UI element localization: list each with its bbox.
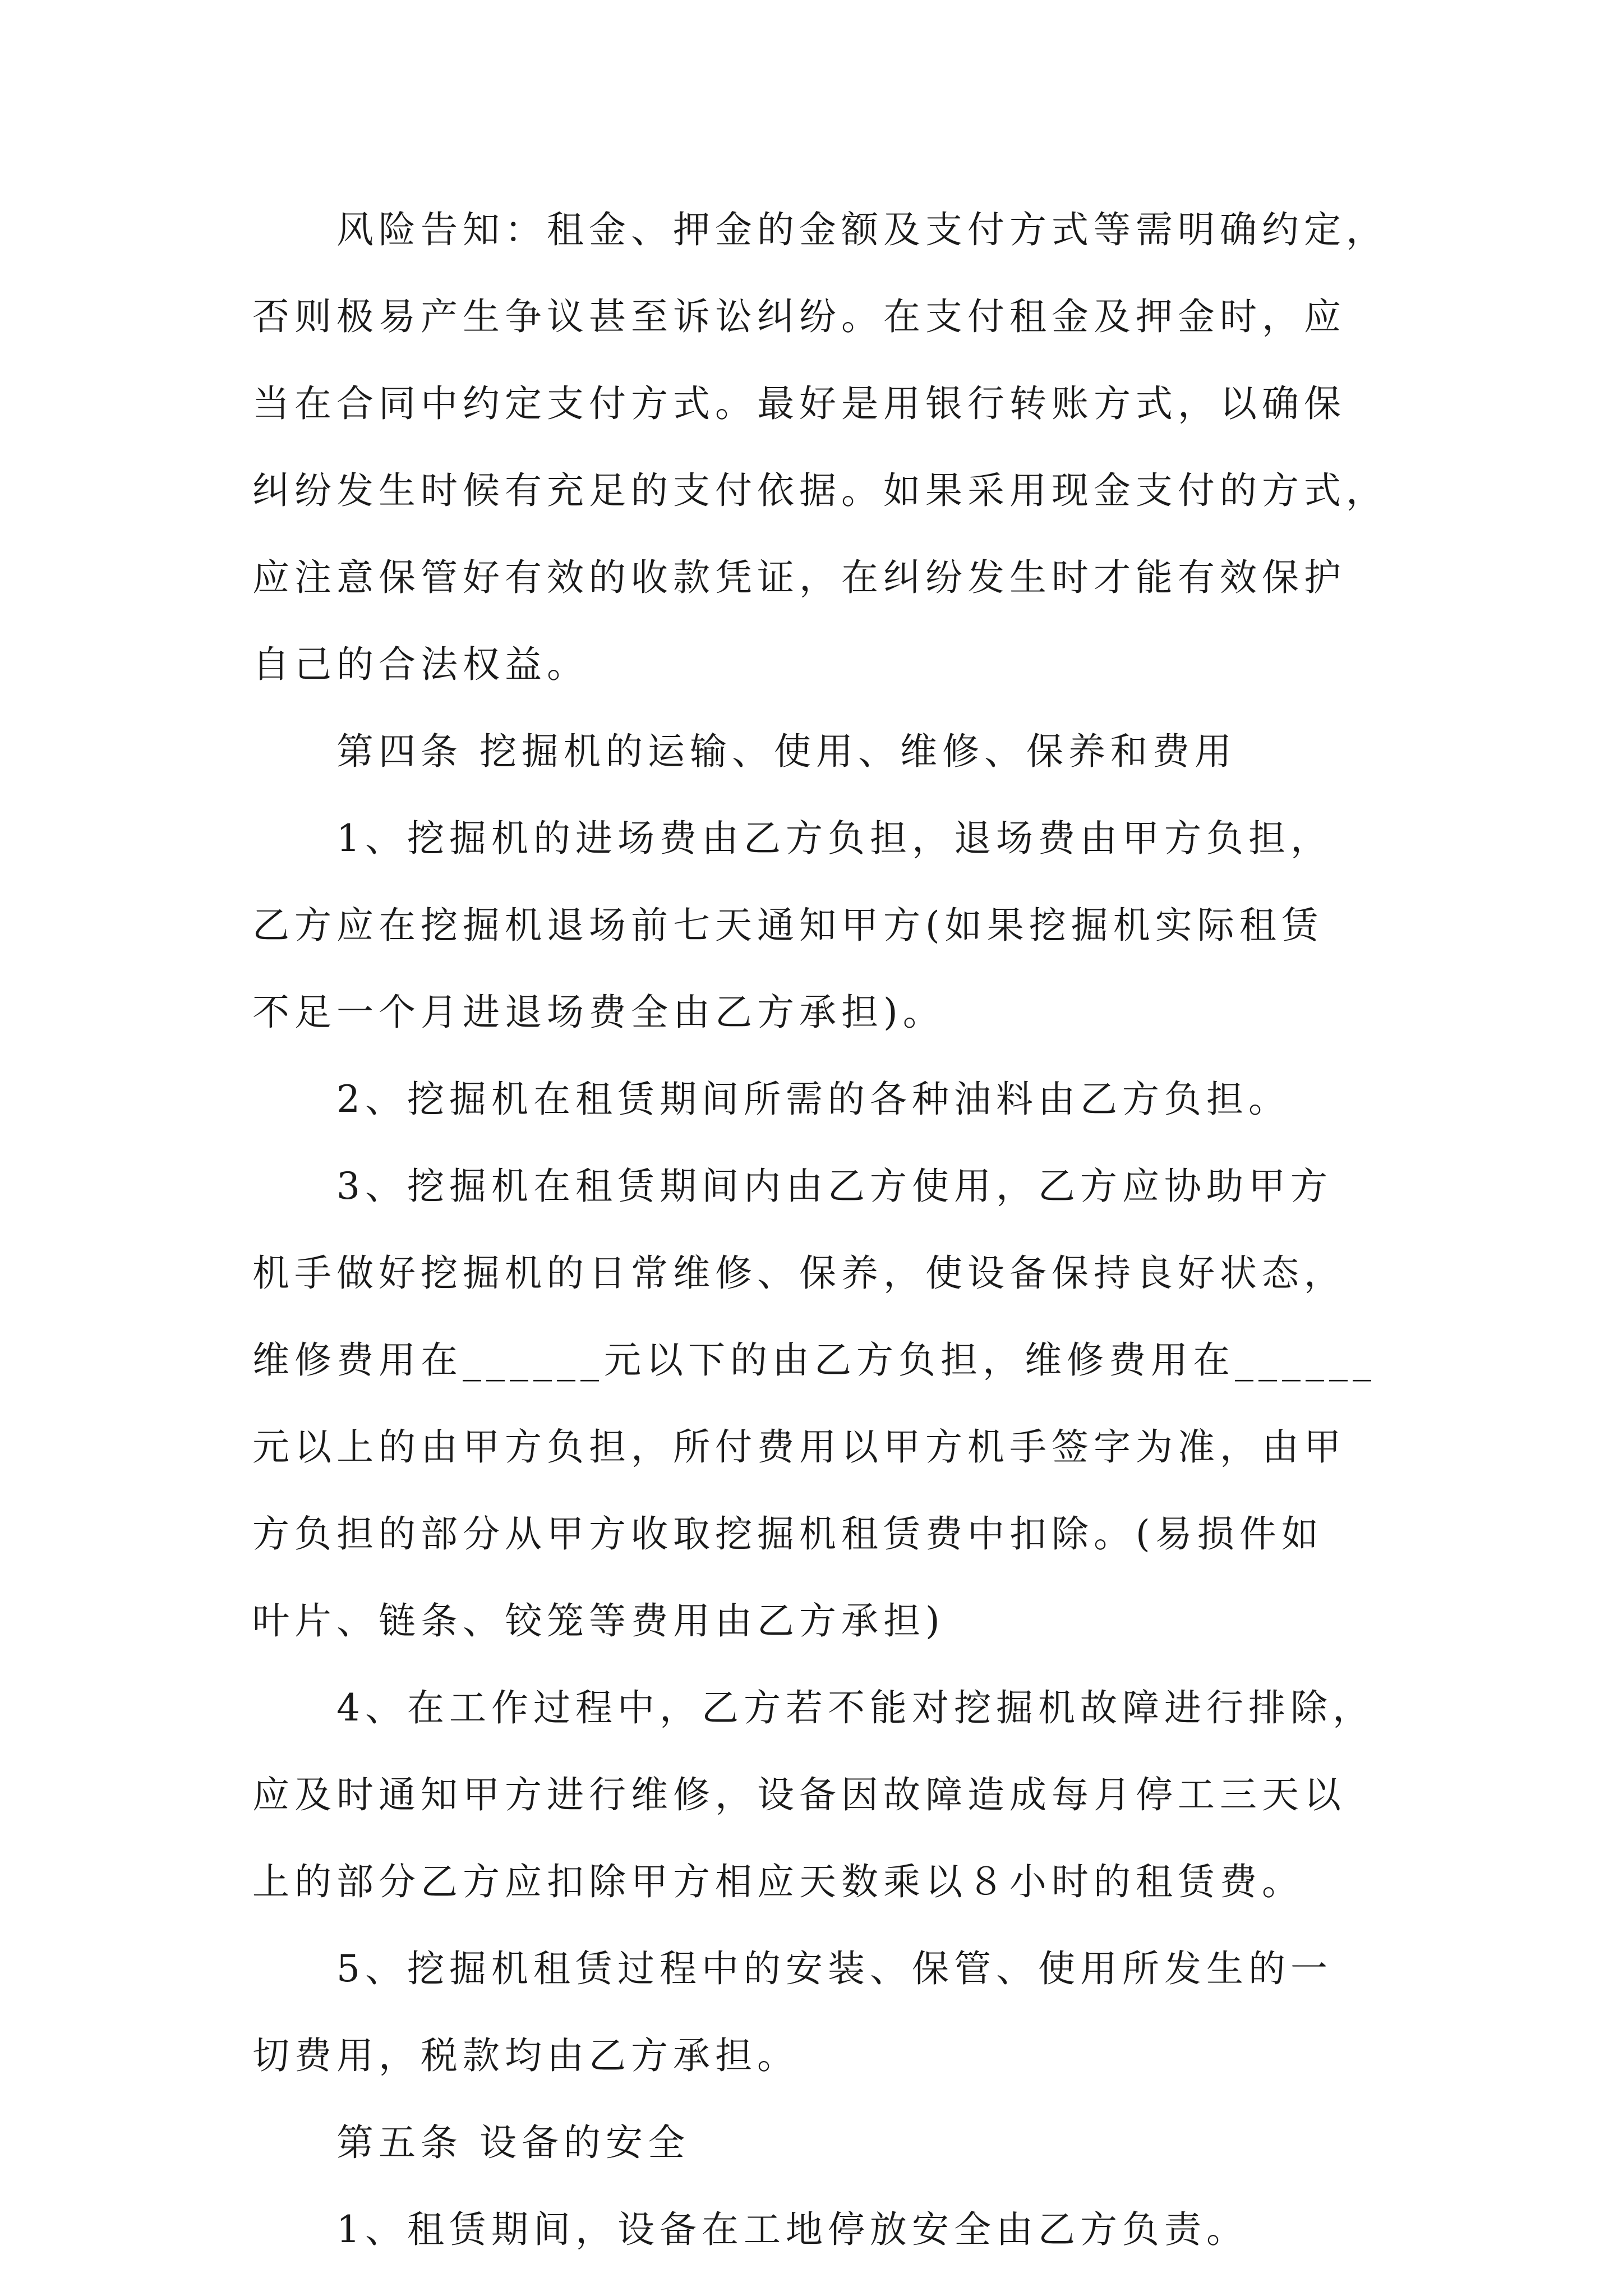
- clause-5-1-line-1: 1、租赁期间，设备在工地停放安全由乙方负责。: [336, 2208, 1248, 2251]
- risk-notice-line-6: 自己的合法权益。: [252, 643, 589, 686]
- article-5-heading: 第五条 设备的安全: [336, 2121, 690, 2164]
- clause-4-3-line-5: 方负担的部分从甲方收取挖掘机租赁费中扣除。(易损件如: [252, 1512, 1324, 1556]
- risk-notice-line-2: 否则极易产生争议甚至诉讼纠纷。在支付租金及押金时，应: [252, 295, 1346, 338]
- risk-notice-line-1: 风险告知：租金、押金的金额及支付方式等需明确约定，: [336, 208, 1388, 251]
- clause-4-5-line-2: 切费用，税款均由乙方承担。: [252, 2034, 799, 2077]
- clause-4-4-line-3: 上的部分乙方应扣除甲方相应天数乘以８小时的租赁费。: [252, 1860, 1304, 1903]
- risk-notice-line-3: 当在合同中约定支付方式。最好是用银行转账方式，以确保: [252, 382, 1346, 425]
- clause-4-1-line-2: 乙方应在挖掘机退场前七天通知甲方(如果挖掘机实际租赁: [252, 904, 1324, 947]
- clause-4-3-line-4: 元以上的由甲方负担，所付费用以甲方机手签字为准，由甲: [252, 1425, 1346, 1469]
- clause-4-3-line-6: 叶片、链条、铰笼等费用由乙方承担): [252, 1599, 945, 1642]
- clause-4-3-line-2: 机手做好挖掘机的日常维修、保养，使设备保持良好状态，: [252, 1251, 1346, 1295]
- clause-4-1-line-1: 1、挖掘机的进场费由乙方负担，退场费由甲方负担，: [336, 817, 1332, 860]
- article-4-heading: 第四条 挖掘机的运输、使用、维修、保养和费用: [336, 730, 1237, 773]
- risk-notice-line-4: 纠纷发生时候有充足的支付依据。如果采用现金支付的方式，: [252, 469, 1388, 512]
- clause-4-3-line-1: 3、挖掘机在租赁期间内由乙方使用，乙方应协助甲方: [336, 1165, 1332, 1208]
- clause-4-4-line-2: 应及时通知甲方进行维修，设备因故障造成每月停工三天以: [252, 1773, 1346, 1816]
- clause-4-3-line-3: 维修费用在______元以下的由乙方负担，维修费用在______: [252, 1338, 1376, 1382]
- clause-4-5-line-1: 5、挖掘机租赁过程中的安装、保管、使用所发生的一: [336, 1947, 1332, 1990]
- clause-4-4-line-1: 4、在工作过程中，乙方若不能对挖掘机故障进行排除，: [336, 1686, 1375, 1729]
- clause-4-2-line-1: 2、挖掘机在租赁期间所需的各种油料由乙方负担。: [336, 1078, 1290, 1121]
- risk-notice-line-5: 应注意保管好有效的收款凭证，在纠纷发生时才能有效保护: [252, 556, 1346, 599]
- clause-4-1-line-3: 不足一个月进退场费全由乙方承担)。: [252, 991, 945, 1034]
